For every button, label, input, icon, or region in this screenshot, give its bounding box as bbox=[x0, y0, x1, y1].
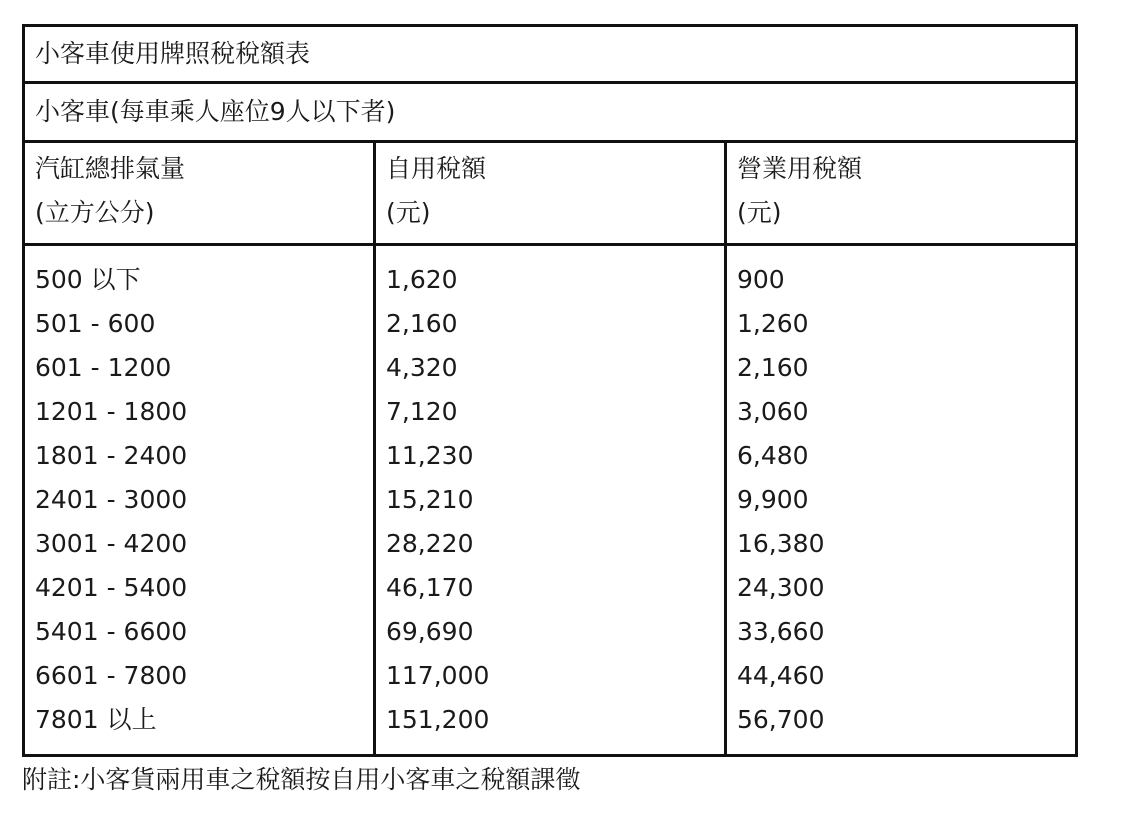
table-cell-private-tax: 7,120 bbox=[386, 397, 458, 426]
table-cell-displacement: 4201 - 5400 bbox=[35, 573, 188, 602]
header-private-tax-label: 自用稅額 bbox=[386, 154, 487, 183]
table-cell-displacement: 1201 - 1800 bbox=[35, 397, 188, 426]
header-private-tax bbox=[375, 142, 726, 245]
displacement-column bbox=[24, 245, 375, 756]
table-cell-private-tax: 28,220 bbox=[386, 529, 474, 558]
table-cell-private-tax: 46,170 bbox=[386, 573, 474, 602]
table-cell-commercial-tax: 33,660 bbox=[737, 617, 825, 646]
table-cell-displacement: 5401 - 6600 bbox=[35, 617, 188, 646]
license-tax-table bbox=[22, 24, 1078, 757]
table-title-row bbox=[24, 26, 1077, 83]
header-commercial-tax bbox=[726, 142, 1077, 245]
table-header-row bbox=[24, 142, 1077, 245]
table-cell-private-tax: 69,690 bbox=[386, 617, 474, 646]
table-cell-displacement: 6601 - 7800 bbox=[35, 661, 188, 690]
table-cell-private-tax: 11,230 bbox=[386, 441, 474, 470]
table-cell-commercial-tax: 24,300 bbox=[737, 573, 825, 602]
table-cell-displacement: 601 - 1200 bbox=[35, 353, 172, 382]
header-commercial-tax-label: 營業用稅額 bbox=[737, 154, 863, 183]
table-cell-private-tax: 1,620 bbox=[386, 265, 458, 294]
header-displacement bbox=[24, 142, 375, 245]
header-displacement-unit: (立方公分) bbox=[35, 198, 155, 227]
header-private-tax-unit: (元) bbox=[386, 198, 431, 227]
table-cell-commercial-tax: 56,700 bbox=[737, 705, 825, 734]
table-cell-private-tax: 117,000 bbox=[386, 661, 490, 690]
table-cell-private-tax: 151,200 bbox=[386, 705, 490, 734]
table-cell-displacement: 501 - 600 bbox=[35, 309, 156, 338]
table-title: 小客車使用牌照稅稅額表 bbox=[24, 26, 1077, 83]
table-subtitle-row bbox=[24, 83, 1077, 142]
header-commercial-tax-unit: (元) bbox=[737, 198, 782, 227]
table-cell-commercial-tax: 16,380 bbox=[737, 529, 825, 558]
table-subtitle: 小客車(每車乘人座位9人以下者) bbox=[24, 83, 1077, 142]
table-cell-commercial-tax: 6,480 bbox=[737, 441, 809, 470]
table-cell-private-tax: 15,210 bbox=[386, 485, 474, 514]
table-cell-private-tax: 4,320 bbox=[386, 353, 458, 382]
footnote: 附註:小客貨兩用車之稅額按自用小客車之稅額課徵 bbox=[22, 765, 581, 794]
table-cell-displacement: 2401 - 3000 bbox=[35, 485, 188, 514]
private-tax-column bbox=[375, 245, 726, 756]
table-cell-displacement: 3001 - 4200 bbox=[35, 529, 188, 558]
table-cell-commercial-tax: 9,900 bbox=[737, 485, 809, 514]
table-cell-displacement: 500 以下 bbox=[35, 265, 141, 294]
header-displacement-label: 汽缸總排氣量 bbox=[35, 154, 186, 183]
table-cell-commercial-tax: 2,160 bbox=[737, 353, 809, 382]
table-cell-commercial-tax: 3,060 bbox=[737, 397, 809, 426]
table-cell-displacement: 7801 以上 bbox=[35, 705, 157, 734]
table-cell-private-tax: 2,160 bbox=[386, 309, 458, 338]
commercial-tax-column bbox=[726, 245, 1077, 756]
table-cell-commercial-tax: 1,260 bbox=[737, 309, 809, 338]
table-body-row bbox=[24, 245, 1077, 756]
table-cell-displacement: 1801 - 2400 bbox=[35, 441, 188, 470]
table-cell-commercial-tax: 900 bbox=[737, 265, 785, 294]
table-cell-commercial-tax: 44,460 bbox=[737, 661, 825, 690]
